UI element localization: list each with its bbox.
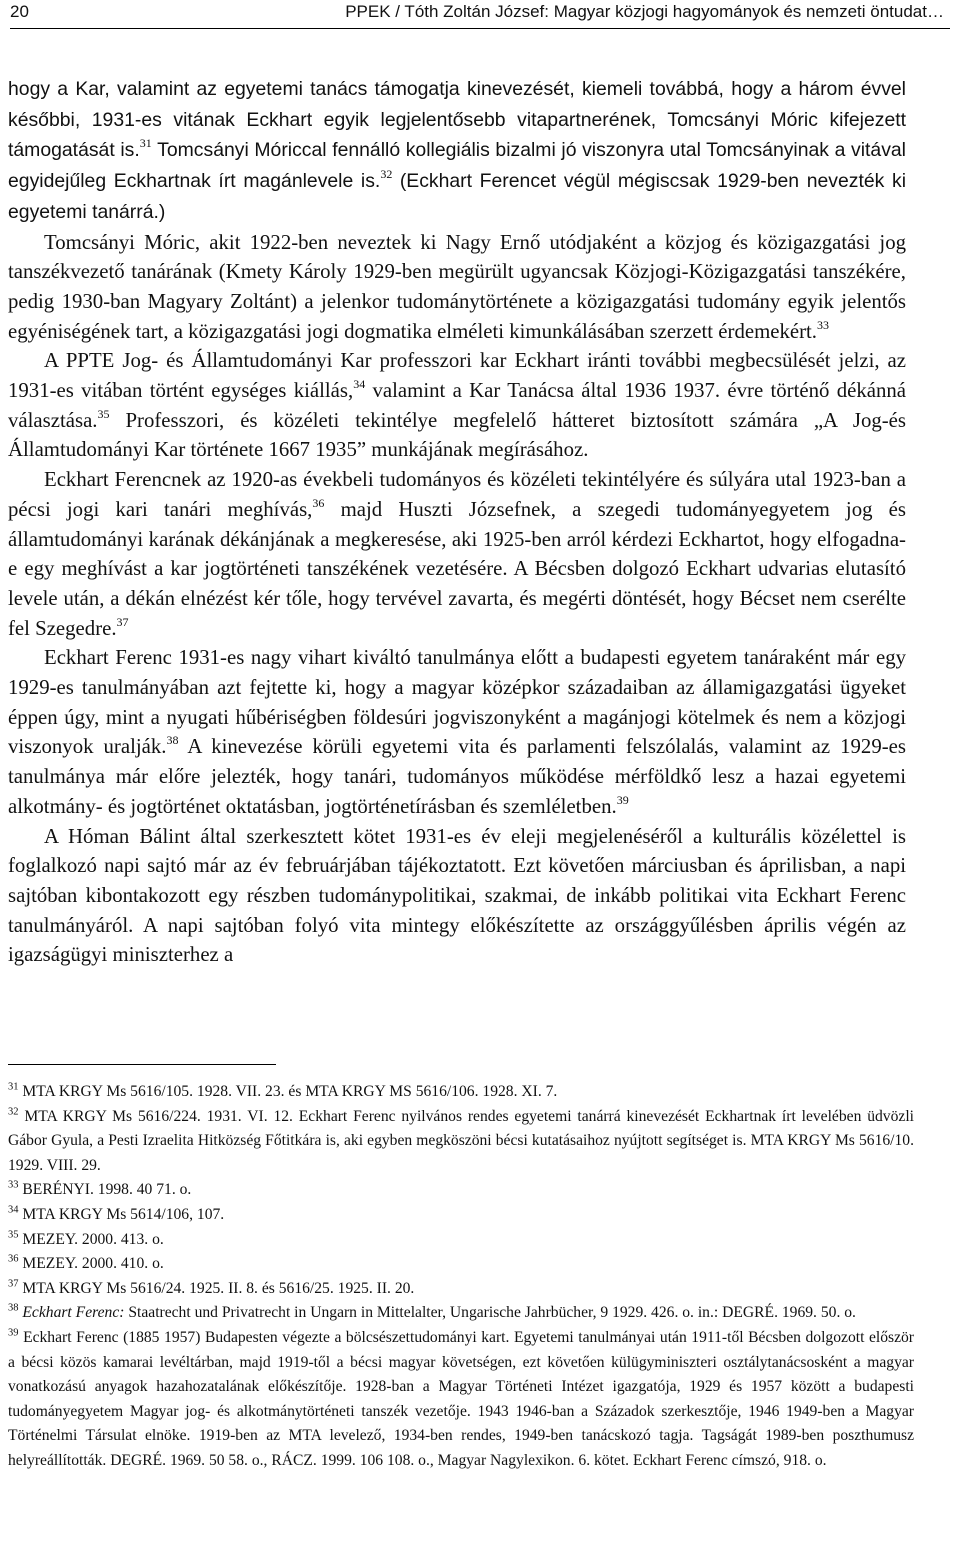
footnote-number: 39 <box>8 1327 19 1339</box>
footnote-ref-35[interactable]: 35 <box>97 406 110 421</box>
paragraph-text: valamint a Kar Tanácsa által 1936 1937. évre történő dékánná választása. <box>8 379 907 432</box>
paragraph-1 <box>8 74 906 228</box>
footnote-text: Staatrecht und Privatrecht in Ungarn in Mittelalter, Ungarische Jahrbücher, 9 1929. 426. o. in.: DEGRÉ. 1969. 50. o. <box>128 1304 856 1322</box>
footnote-ref-36[interactable]: 36 <box>312 495 325 510</box>
footnote-number: 33 <box>8 1180 19 1192</box>
footnote-number: 38 <box>8 1303 19 1315</box>
footnote-ref-33[interactable]: 33 <box>817 317 830 332</box>
footnote-38 <box>8 1301 914 1326</box>
footnote-ref-32[interactable]: 32 <box>380 167 393 182</box>
paragraph-text: Eckhart Ferencnek az 1920-as évekbeli tudományos és közéleti tekintélyére és súlyára utal 1923-ban a pécsi jogi kari tanári meghívás, <box>8 468 906 521</box>
footnote-text: MTA KRGY Ms 5616/24. 1925. II. 8. és 5616/25. 1925. II. 20. <box>22 1279 415 1297</box>
paragraph-text: A Hóman Bálint által szerkesztett kötet 1931-es év eleji megjelenéséről a kulturális közélettel is foglalkozó napi sajtó már az év februárjában tájékoztatott. Ezt követően márciusban és áprilisban, a napi sajtóban kibontakozott egy részben tudománypolitikai, szakmai, de inkább politikai vita Eckhart Ferenc tanulmányáról. A napi sajtóban folyó vita mintegy előkészítette az országgyűlésben április végén az igazságügyi miniszterhez a <box>8 824 906 967</box>
paragraph-text: Tomcsányi Móric, akit 1922-ben neveztek ki Nagy Ernő utódjaként a közjog és közigazgatási jog tanszékvezető tanárának (Kmety Károly 1929-ben megürült ugyancsak Közjogi-Közigazgatási tanszékére, pedig 1930-ban Magyary Zoltánt) a jelenkor tudománytörténete a közigazgatási tudomány egyik jelentős egyéniségének tart, a közigazgatási jogi dogmatika elméleti kimunkálásában szerzett érdemekért. <box>8 230 906 343</box>
footnote-ref-34[interactable]: 34 <box>353 377 366 392</box>
footnote-text: MTA KRGY Ms 5616/105. 1928. VII. 23. és MTA KRGY MS 5616/106. 1928. XI. 7. <box>22 1083 558 1100</box>
paragraph-text: (Eckhart Ferencet végül mégiscsak 1929-ben nevezték ki egyetemi tanárrá.) <box>8 170 906 223</box>
footnote-text: Eckhart Ferenc (1885 1957) Budapesten végezte a bölcsészettudományi kart. Egyetemi tanulmányai után 1911-től Bécsben dolgozott először a bécsi közös kamarai levéltárban, majd 1919-től a bécsi magyar követségen, ezt követően külügyminiszteri osztálytanácsosként a magyar vonatkozású anyagok hazahozatalának előkészítője. 1928-ban a Magyar Történeti Intézet igazgatója, 1929 és 1957 között a budapesti tudományegyetem Magyar jog- és alkotmánytörténeti tanszék vezetője. 1943 1946-ban a Századok szerkesztője, 1946 1949-ben a Magyar Történelmi Társulat elnöke. 1919-ben az MTA levelező, 1934-ben rendes, 1949-ben tanácskozó tagja. Tagságát 1989-ben poszthumusz helyreállították. DEGRÉ. 1969. 50 58. o., RÁCZ. 1999. 106 108. o., Magyar Nagylexikon. 6. kötet. Eckhart Ferenc címszó, 918. o. <box>8 1328 914 1469</box>
footnote-34 <box>8 1203 914 1228</box>
paragraph-text: A kinevezése körüli egyetemi vita és parlamenti felszólalás, valamint az 1929-es tanulmánya már előre jelezték, hogy tanári, tudományos működése mérföldkő lesz a hazai egyetemi alkotmány- és jogtörténet oktatásban, jogtörténetírásban és szemléletben. <box>8 735 906 818</box>
paragraph-6 <box>8 822 906 971</box>
paragraph-text: majd Huszti Józsefnek, a szegedi tudományegyetem jog és államtudományi karának dékánjának a megkeresése, aki 1925-ben arról kérdezi Eckhartot, hogy elfogadna-e egy meghívást a kar jogtörténeti tanszékének vezetésére. A Bécsben dolgozó Eckhart udvarias elutasító levele után, a dékán elnézést kér tőle, hogy tervével zavarta, és megérti döntését, hogy Bécset nem cserélte fel Szegedre. <box>8 497 906 640</box>
paragraph-2 <box>8 228 906 347</box>
footnote-number: 32 <box>8 1106 19 1118</box>
footnote-37 <box>8 1277 914 1302</box>
footnote-text: MTA KRGY Ms 5616/224. 1931. VI. 12. Eckhart Ferenc nyilvános rendes egyetemi tanárrá kinevezését Eckhartnak írt levelében üdvözli Gábor Gyula, a Pesti Izraelita Hitközség Főtitkára is, aki egyben megköszöni bécsi kutatásaihoz nyújtott segítséget is. MTA KRGY Ms 5616/10. 1929. VIII. 29. <box>8 1107 914 1174</box>
footnote-33 <box>8 1178 914 1203</box>
paragraph-3 <box>8 346 906 465</box>
footnote-36 <box>8 1252 914 1277</box>
footnote-text: MTA KRGY Ms 5614/106, 107. <box>22 1205 225 1223</box>
footnote-35 <box>8 1228 914 1253</box>
footnote-ref-31[interactable]: 31 <box>139 136 152 151</box>
footnote-ref-39[interactable]: 39 <box>616 792 629 807</box>
footnote-32 <box>8 1105 914 1179</box>
footnote-number: 35 <box>8 1229 19 1241</box>
footnote-number: 37 <box>8 1278 19 1290</box>
paragraph-4 <box>8 465 906 643</box>
footnote-ref-37[interactable]: 37 <box>116 614 129 629</box>
footnote-number: 36 <box>8 1253 19 1265</box>
paragraph-5 <box>8 643 906 821</box>
footnotes <box>8 1080 914 1474</box>
footnote-author: Eckhart Ferenc: <box>22 1304 125 1322</box>
footnote-number: 31 <box>8 1081 19 1093</box>
footnote-number: 34 <box>8 1204 19 1216</box>
paragraph-text: Tomcsányi Móriccal fennálló kollegiális bizalmi jó viszonyra utal Tomcsányinak a vitával egyidejűleg Eckhartnak írt magánlevele is. <box>8 139 906 193</box>
paragraph-text: Professzori, és közéleti tekintélye megfelelő hátteret biztosított számára „A Jog-és Államtudományi Kar története 1667 1935” munkájának megírásához. <box>8 408 907 462</box>
page-header <box>10 0 950 29</box>
footnote-text: BERÉNYI. 1998. 40 71. o. <box>22 1181 192 1199</box>
footnote-text: MEZEY. 2000. 413. o. <box>22 1230 164 1248</box>
footnote-divider <box>8 1064 276 1065</box>
footnote-text: MEZEY. 2000. 410. o. <box>22 1255 164 1273</box>
footnote-39 <box>8 1326 914 1474</box>
paragraph-text: hogy a Kar, valamint az egyetemi tanács támogatja kinevezését, kiemeli továbbá, hogy a három évvel későbbi, 1931-es vitának Eckhart egyik legjelentősebb vitapartnerének, Tomcsányi Móric kifejezett támogatását is. <box>8 78 906 162</box>
footnote-31 <box>8 1080 914 1105</box>
running-title: PPEK / Tóth Zoltán József: Magyar közjogi hagyományok és nemzeti öntudat… <box>345 2 944 21</box>
body-text <box>8 74 906 970</box>
page-number: 20 <box>10 2 29 21</box>
footnote-ref-38[interactable]: 38 <box>166 733 179 748</box>
paragraph-text: A PPTE Jog- és Államtudományi Kar professzori kar Eckhart iránti további megbecsülését jelzi, az 1931-es vitában történt egységes kiállás, <box>8 349 906 403</box>
paragraph-text: Eckhart Ferenc 1931-es nagy vihart kiváltó tanulmánya előtt a budapesti egyetem tanáraként már egy 1929-es tanulmányában azt fejtette ki, hogy a magyar középkor századaiban az államigazgatási ügyeket éppen úgy, mint a nyugati hűbériségben földesúri jogviszonyként a magánjogi kötelmek és nem a közjogi viszonyok uralják. <box>8 646 906 759</box>
